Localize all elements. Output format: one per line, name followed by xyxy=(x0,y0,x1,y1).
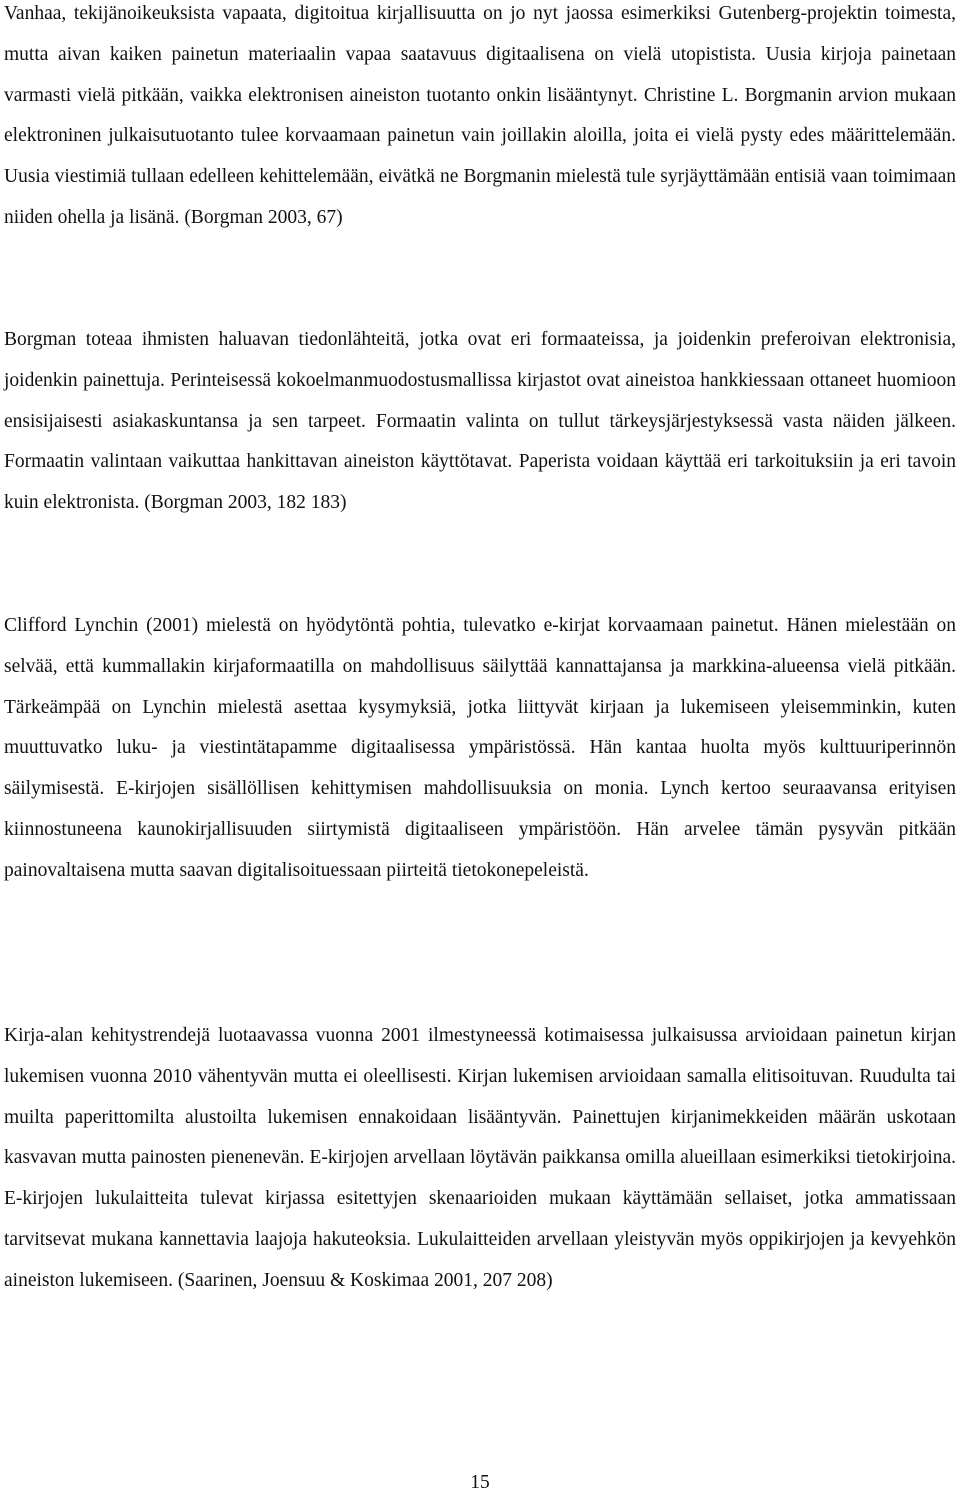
paragraph-1: Vanhaa, tekijänoikeuksista vapaata, digitoitua kirjallisuutta on jo nyt jaossa esimerkiksi Gutenberg-projektin toimesta, mutta aivan kaiken painetun materiaalin vapaa saatavuus digitaalisena on vielä utopistista. Uusia kirjoja painetaan varmasti vielä pitkään, vaikka elektronisen aineiston tuotanto onkin lisääntynyt. Christine L. Borgmanin arvion mukaan elektroninen julkaisutuotanto tulee korvaamaan painetun vain joillakin aloilla, joita ei vielä pysty edes määrittelemään. Uusia viestimiä tullaan edelleen kehittelemään, eivätkä ne Borgmanin mielestä tule syrjäyttämään entisiä vaan toimimaan niiden ohella ja lisänä. (Borgman 2003, 67) xyxy=(4,3,956,228)
paragraph-2: Borgman toteaa ihmisten haluavan tiedonlähteitä, jotka ovat eri formaateissa, ja joidenkin preferoivan elektronisia, joidenkin painettuja. Perinteisessä kokoelmanmuodostusmallissa kirjastot ovat aineistoa hankkiessaan ottaneet huomioon ensisijaisesti asiakaskuntansa ja sen tarpeet. Formaatin valinta on tullut tärkeysjärjestyksessä vasta näiden jälkeen. Formaatin valintaan vaikuttaa hankittavan aineiston käyttötavat. Paperista voidaan käyttää eri tarkoituksiin ja eri tavoin kuin elektronista. (Borgman 2003, 182 183) xyxy=(4,329,956,514)
paragraph-3: Clifford Lynchin (2001) mielestä on hyödytöntä pohtia, tulevatko e-kirjat korvaamaan painetut. Hänen mielestään on selvää, että kummallakin kirjaformaatilla on mahdollisuus säilyttää kannattajansa ja markkina-alueensa vielä pitkään. Tärkeämpää on Lynchin mielestä asettaa kysymyksiä, jotka liittyvät kirjaan ja lukemiseen yleisemminkin, kuten muuttuvatko luku- ja viestintätapamme digitaalisessa ympäristössä. Hän kantaa huolta myös kulttuuriperinnön säilymisestä. E-kirjojen sisällöllisen kehittymisen mahdollisuuksia on monia. Lynch kertoo seuraavansa erityisen kiinnostuneena kaunokirjallisuuden siirtymistä digitaaliseen ympäristöön. Hän arvelee tämän pysyvän pitkään painovaltaisena mutta saavan digitalisoituessaan piirteitä tietokonepeleistä. xyxy=(4,615,956,881)
paragraph-4: Kirja-alan kehitystrendejä luotaavassa vuonna 2001 ilmestyneessä kotimaisessa julkaisussa arvioidaan painetun kirjan lukemisen vuonna 2010 vähentyvän mutta ei oleellisesti. Kirjan lukemisen arvioidaan samalla elitisoituvan. Ruudulta tai muilta paperittomilta alustoilta lukemisen ennakoidaan lisääntyvän. Painettujen kirjanimekkeiden määrän uskotaan kasvavan mutta painosten pienenevän. E-kirjojen arvellaan löytävän paikkansa omilla alueillaan esimerkiksi tietokirjoina. E-kirjojen lukulaitteita tulevat kirjassa esitettyjen skenaarioiden mukaan käyttämään sellaiset, jotka ammatissaan tarvitsevat mukana kannettavia laajoja hakuteoksia. Lukulaitteiden arvellaan yleistyvän myös oppikirjojen ja kevyehkön aineiston lukemiseen. (Saarinen, Joensuu & Koskimaa 2001, 207 208) xyxy=(4,1025,956,1291)
page-number: 15 xyxy=(470,1472,490,1493)
